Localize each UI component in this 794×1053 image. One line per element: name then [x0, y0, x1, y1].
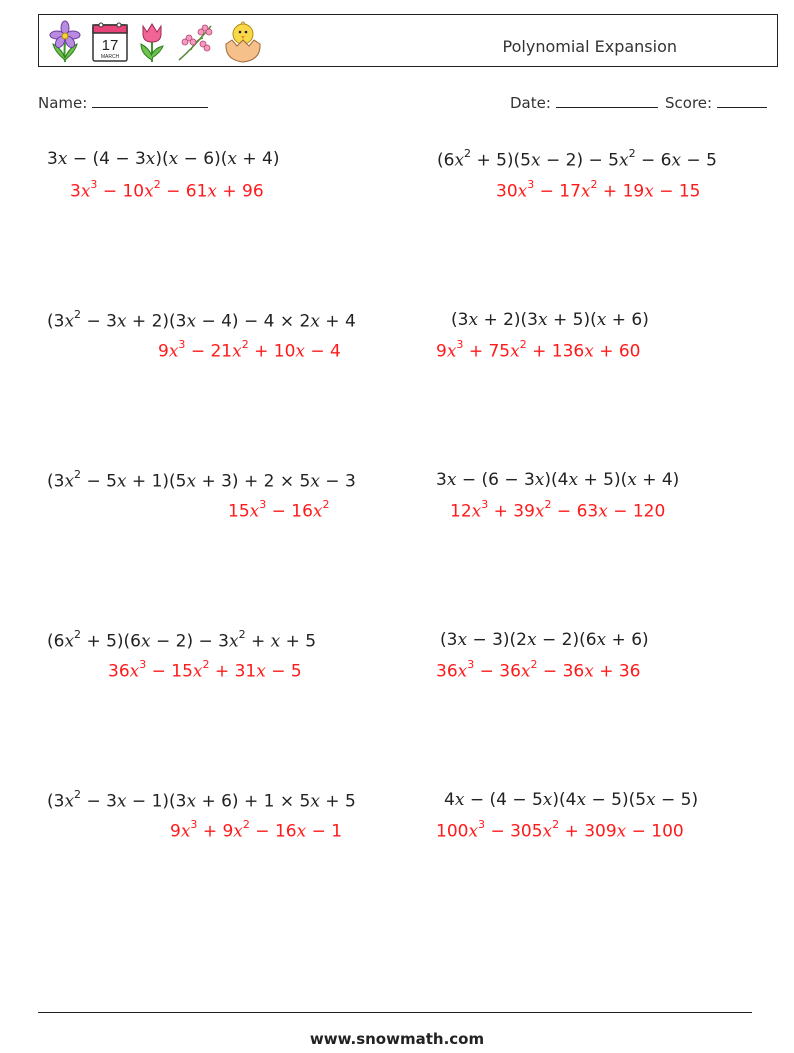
problem-5-question: $(3x^2 - 5x + 1)(5x + 3) + 2 \times 5x - 3$: [47, 468, 356, 492]
calendar-icon: [91, 21, 129, 63]
score-blank[interactable]: [717, 93, 767, 108]
worksheet-title: Polynomial Expansion: [502, 37, 677, 56]
problem-8-question: (3x − 3)(2x − 2)(6x + 6): [440, 630, 649, 650]
date-blank[interactable]: [556, 93, 658, 108]
footer-url: www.snowmath.com: [309, 1030, 485, 1048]
problem-2-question: $(6x^2 + 5)(5x - 2) - 5x^2 - 6x - 5$: [437, 147, 717, 171]
problem-7-answer: $36x^3 - 15x^2 + 31x - 5$: [108, 658, 302, 682]
blossom-branch-icon: [175, 20, 215, 64]
problem-9-answer: $9x^3 + 9x^2 - 16x - 1$: [170, 818, 343, 842]
flower-icon: [47, 20, 83, 64]
problem-9-question: $(3x^2 - 3x - 1)(3x + 6) + 1 \times 5x + 5$: [47, 788, 356, 812]
tulip-icon: [137, 20, 167, 64]
problem-6-question: 3x − (6 − 3x)(4x + 5)(x + 4): [436, 470, 680, 490]
score-label: Score:: [665, 94, 713, 112]
chick-egg-icon: [223, 20, 263, 64]
name-field: [38, 93, 208, 112]
problem-7-question: $(6x^2 + 5)(6x - 2) - 3x^2 + x + 5$: [47, 628, 317, 652]
problem-3-question: $(3x^2 - 3x + 2)(3x - 4) - 4 \times 2x + 4$: [47, 308, 356, 332]
worksheet-header: [38, 14, 778, 67]
date-field: [510, 93, 658, 112]
calendar-day: 17: [101, 37, 119, 54]
date-label: Date:: [510, 94, 551, 112]
header-icons: [47, 19, 263, 65]
name-label: Name:: [38, 94, 88, 112]
problem-5-answer: $15x^3 - 16x^2$: [228, 498, 330, 522]
problem-8-answer: $36x^3 - 36x^2 - 36x + 36$: [436, 658, 641, 682]
name-blank[interactable]: [92, 93, 208, 108]
calendar-month: MARCH: [100, 54, 120, 60]
problem-3-answer: $9x^3 - 21x^2 + 10x - 4$: [158, 338, 341, 362]
problem-1-answer: $3x^3 - 10x^2 - 61x + 96$: [70, 178, 264, 202]
problem-10-question: 4x − (4 − 5x)(4x − 5)(5x − 5): [444, 790, 699, 810]
problem-1-question: 3x − (4 − 3x)(x − 6)(x + 4): [47, 149, 280, 169]
problem-2-answer: $30x^3 - 17x^2 + 19x - 15$: [496, 178, 701, 202]
score-field: [665, 93, 767, 112]
problem-10-answer: $100x^3 - 305x^2 + 309x - 100$: [436, 818, 684, 842]
problem-4-question: (3x + 2)(3x + 5)(x + 6): [451, 310, 649, 330]
problem-6-answer: $12x^3 + 39x^2 - 63x - 120$: [450, 498, 666, 522]
problem-4-answer: $9x^3 + 75x^2 + 136x + 60$: [436, 338, 641, 362]
footer-divider: [38, 1012, 752, 1013]
